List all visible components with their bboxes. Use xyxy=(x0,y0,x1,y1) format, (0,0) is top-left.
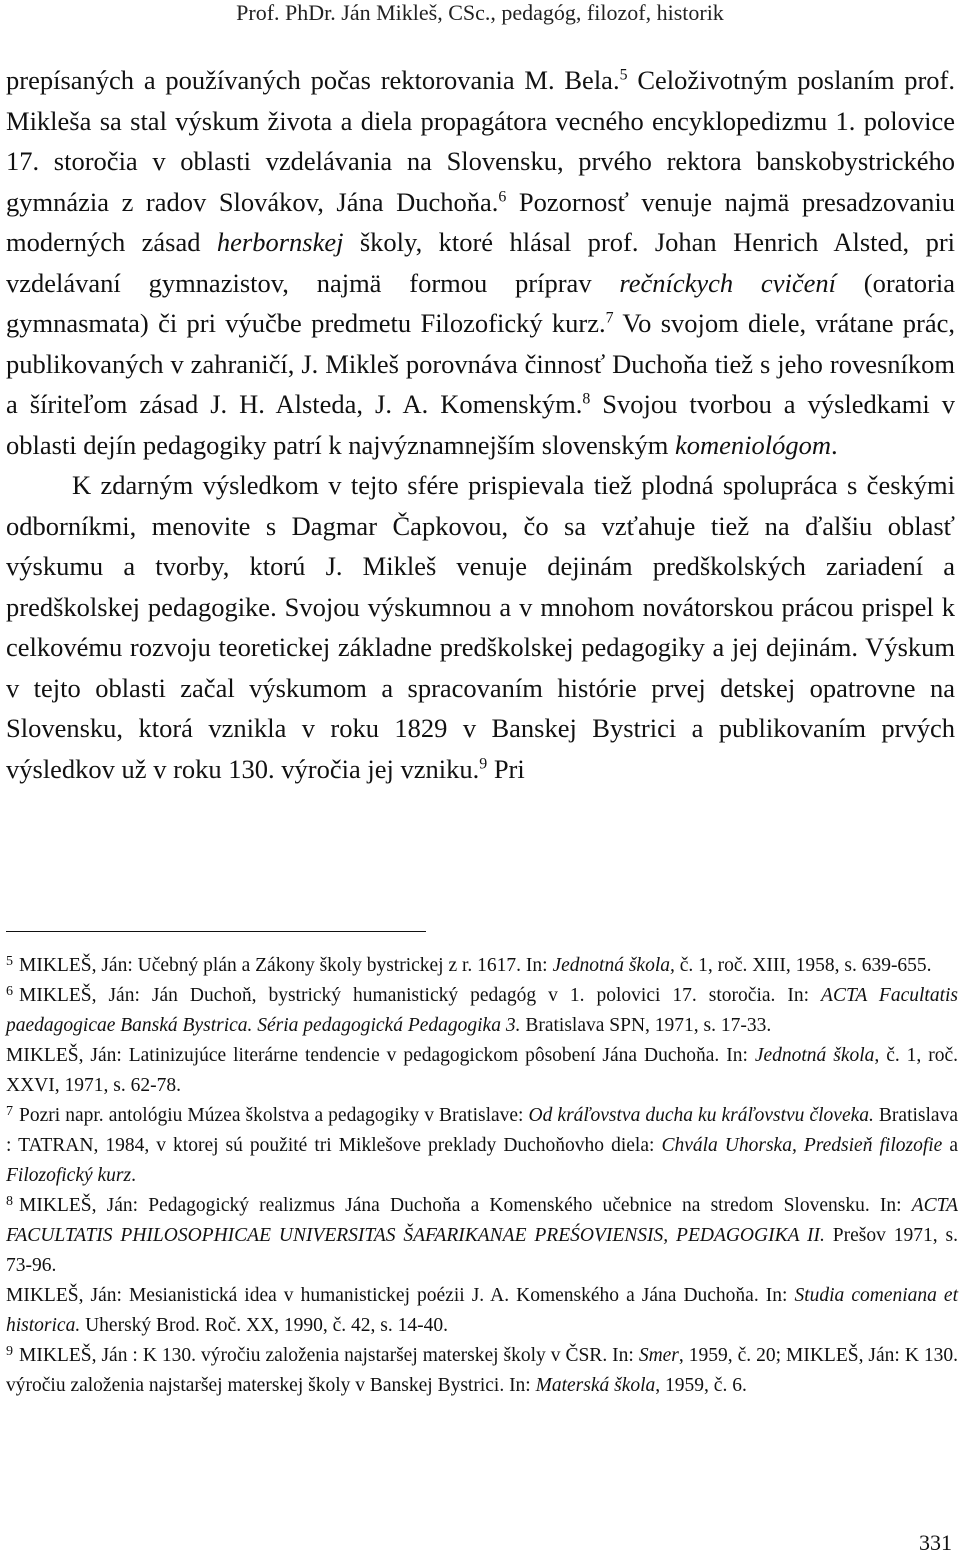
text-run: MIKLEŠ, Ján : K 130. výročiu založenia najstaršej materskej školy v ČSR. In: xyxy=(19,1345,639,1366)
text-run: . xyxy=(131,1165,136,1186)
text-run: školy, ktoré hlásal prof. Johan Henrich Alsted, pri vzdelávaní gymnazistov, najmä formou príprav xyxy=(6,227,956,298)
text-run: č. 1, roč. XIII, 1958, s. 639-655. xyxy=(674,955,932,976)
footnote-ref-9[interactable]: 9 xyxy=(479,754,488,772)
text-run: Uherský Brod. Roč. XX, 1990, č. 42, s. 14-40. xyxy=(80,1315,448,1336)
running-header-title: Prof. PhDr. Ján Mikleš, CSc., pedagóg, filozof, historik xyxy=(236,0,724,25)
footnote-ref-5[interactable]: 5 xyxy=(619,66,628,84)
text-run: Bratislava : TATRAN, 1984, v ktorej sú použité tri Miklešove preklady Duchoňovho diela: xyxy=(6,1105,958,1156)
italic-text: Materská škola xyxy=(535,1375,656,1396)
text-run: Vo svojom diele, vrátane prác, publikovaných v zahraničí, J. Mikleš porovnáva činnosť Duchoňa tiež s jeho rovesníkom a šíriteľom zásad J. H. Alsteda, J. A. Komenským. xyxy=(6,308,955,419)
text-run: Pozri napr. antológiu Múzea školstva a pedagogiky v Bratislave: xyxy=(19,1105,529,1126)
running-header xyxy=(0,0,960,26)
footnote-7 xyxy=(6,1101,958,1191)
footnotes xyxy=(6,951,958,1401)
footnote-9 xyxy=(6,1341,958,1401)
text-run: prepísaných a používaných počas rektorovania M. Bela. xyxy=(6,65,620,95)
text-run: K zdarným výsledkom v tejto sfére prispievala tiež plodná spolupráca s českými odborníkmi, menovite s Dagmar Čapkovou, čo sa vzťahuje tiež na ďalšiu oblasť výskumu a tvorby, ktorú J. Mikleš venuje dejinám predškolských zariadení a predškolskej pedagogike. Svojou výskumnou a v mnohom novátorskou prácou prispel k celkovému rozvoju teoretickej základne predškolskej pedagogiky a jej dejinám. Výskum v tejto oblasti začal výskumom a spracovaním histórie prvej detskej opatrovne na Slovensku, ktorá vznikla v roku 1829 v Banskej Bystrici a publikovaním prvých výsledkov už v roku 130. výročia jej vzniku. xyxy=(6,470,955,784)
footnote-ref-8[interactable]: 8 xyxy=(582,390,591,408)
paragraph-2 xyxy=(6,465,955,789)
footnote-mark: 5 xyxy=(6,952,14,969)
italic-text: ACTA Facultatis paedagogicae Banská Bystrica. Séria pedagogická Pedagogika 3. xyxy=(6,985,958,1036)
footnote-ref-6[interactable]: 6 xyxy=(498,187,507,205)
footnote-5 xyxy=(6,951,958,981)
text-run: MIKLEŠ, Ján: Pedagogický realizmus Jána Duchoňa a Komenského učebnice na stredom Slovensku. In: xyxy=(19,1195,912,1216)
footnote-ref-7[interactable]: 7 xyxy=(605,309,614,327)
italic-text: Smer xyxy=(638,1345,679,1366)
text-run: MIKLEŠ, Ján: Mesianistická idea v humanistickej poézii J. A. Komenského a Jána Duchoňa. In: xyxy=(6,1285,795,1306)
text-run: Bratislava SPN, 1971, s. 17-33. xyxy=(520,1015,772,1036)
footnote-mark: 7 xyxy=(6,1102,14,1119)
main-text xyxy=(6,60,955,789)
footnote-mark: 9 xyxy=(6,1342,14,1359)
text-run: Svojou tvorbou a výsledkami v oblasti dejín pedagogiky patrí k najvýznamnejším slovenským xyxy=(6,389,955,460)
italic-text: rečníckych cvičení xyxy=(619,267,836,298)
footnote-8 xyxy=(6,1191,958,1281)
footnote-separator xyxy=(6,931,426,932)
italic-text: Filozofický kurz xyxy=(6,1165,132,1186)
text-run: a xyxy=(942,1135,959,1156)
footnote-6-continued xyxy=(6,1041,958,1101)
text-run: , 1959, č. 6. xyxy=(655,1375,747,1396)
text-run: , 1959, č. 20; MIKLEŠ, Ján: K 130. výročiu založenia najstaršej materskej školy v Banskej Bystrici. In: xyxy=(6,1345,959,1396)
italic-text: komeniológom xyxy=(675,429,832,460)
italic-text: Studia comeniana et historica. xyxy=(6,1285,958,1336)
paragraph-1 xyxy=(6,60,955,465)
text-run: MIKLEŠ, Ján: Latinizujúce literárne tendencie v pedagogickom pôsobení Jána Duchoňa. In: xyxy=(6,1045,755,1066)
text-run: . xyxy=(831,429,838,460)
text-run: , č. 1, roč. XXVI, 1971, s. 62-78. xyxy=(6,1045,958,1096)
footnote-8-continued xyxy=(6,1281,958,1341)
text-run: Prešov 1971, s. 73-96. xyxy=(6,1225,959,1276)
footnote-6 xyxy=(6,981,958,1041)
page-number: 331 xyxy=(919,1530,952,1555)
text-run: (oratoria gymnasmata) či pri výučbe predmetu Filozofický kurz. xyxy=(6,267,955,338)
italic-text: Od kráľovstva ducha ku kráľovstvu človeka. xyxy=(528,1105,874,1126)
italic-text: ACTA FACULTATIS PHILOSOPHICAE UNIVERSITAS ŠAFARIKANAE PREŚOVIENSIS, PEDAGOGIKA II. xyxy=(6,1195,958,1246)
text-run: Pozornosť venuje najmä presadzovaniu moderných zásad xyxy=(6,186,955,257)
text-run: Celoživotným poslaním prof. Mikleša sa stal výskum života a diela propagátora vecného encyklopedizmu 1. polovice 17. storočia v oblasti vzdelávania na Slovensku, prvého rektora banskobystrického gymnázia z radov Slovákov, Jána Duchoňa. xyxy=(6,65,955,217)
italic-text: herbornskej xyxy=(216,227,344,257)
text-run: MIKLEŠ, Ján: Učebný plán a Zákony školy bystrickej z r. 1617. In: xyxy=(19,955,553,976)
italic-text: Jednotná škola xyxy=(754,1045,875,1066)
footnote-mark: 6 xyxy=(6,982,14,999)
text-run: Pri xyxy=(487,753,525,784)
italic-text: Jednotná škola, xyxy=(552,955,675,976)
text-run: MIKLEŠ, Ján: Ján Duchoň, bystrický humanistický pedagóg v 1. polovici 17. storočia. In: xyxy=(19,985,822,1006)
italic-text: Chvála Uhorska, Predsieň filozofie xyxy=(661,1135,943,1156)
footnote-mark: 8 xyxy=(6,1192,14,1209)
